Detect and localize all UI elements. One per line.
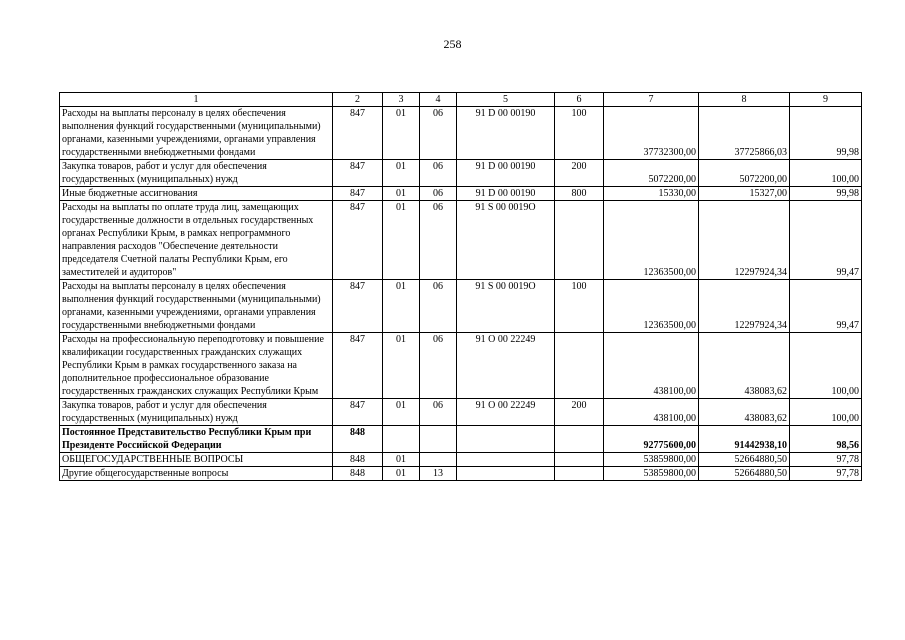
table-body bbox=[60, 107, 862, 481]
table-row bbox=[60, 280, 862, 333]
plan-amount-cell: 53859800,00 bbox=[604, 453, 699, 467]
actual-amount-cell: 5072200,00 bbox=[699, 160, 790, 187]
percent-cell: 99,98 bbox=[790, 107, 862, 160]
table-row bbox=[60, 201, 862, 280]
description-cell: Иные бюджетные ассигнования bbox=[60, 187, 333, 201]
table-row bbox=[60, 426, 862, 453]
actual-amount-cell: 438083,62 bbox=[699, 399, 790, 426]
ministry-code-cell: 847 bbox=[333, 333, 383, 399]
subsection-cell: 06 bbox=[420, 187, 457, 201]
header-cell: 2 bbox=[333, 93, 383, 107]
expense-type-cell: 200 bbox=[555, 399, 604, 426]
ministry-code-cell: 847 bbox=[333, 399, 383, 426]
target-article-cell: 91 D 00 00190 bbox=[457, 160, 555, 187]
header-cell: 7 bbox=[604, 93, 699, 107]
description-cell: Закупка товаров, работ и услуг для обеспечения государственных (муниципальных) нужд bbox=[60, 160, 333, 187]
ministry-code-cell: 848 bbox=[333, 426, 383, 453]
subsection-cell bbox=[420, 453, 457, 467]
description-cell: Расходы на выплаты персоналу в целях обеспечения выполнения функций государственными (муниципальными) органами, казенными учреждениями, органами управления государственными внебюджетными фондами bbox=[60, 107, 333, 160]
target-article-cell: 91 D 00 00190 bbox=[457, 107, 555, 160]
expense-type-cell: 100 bbox=[555, 280, 604, 333]
subsection-cell: 06 bbox=[420, 107, 457, 160]
percent-cell: 99,98 bbox=[790, 187, 862, 201]
plan-amount-cell: 5072200,00 bbox=[604, 160, 699, 187]
target-article-cell bbox=[457, 467, 555, 481]
table-row bbox=[60, 467, 862, 481]
actual-amount-cell: 52664880,50 bbox=[699, 453, 790, 467]
table-row bbox=[60, 399, 862, 426]
section-cell: 01 bbox=[383, 453, 420, 467]
percent-cell: 100,00 bbox=[790, 160, 862, 187]
description-cell: Расходы на выплаты персоналу в целях обеспечения выполнения функций государственными (муниципальными) органами, казенными учреждениями, органами управления государственными внебюджетными фондами bbox=[60, 280, 333, 333]
actual-amount-cell: 12297924,34 bbox=[699, 201, 790, 280]
target-article-cell: 91 О 00 22249 bbox=[457, 333, 555, 399]
target-article-cell: 91 О 00 22249 bbox=[457, 399, 555, 426]
percent-cell: 99,47 bbox=[790, 201, 862, 280]
subsection-cell: 06 bbox=[420, 399, 457, 426]
target-article-cell: 91 D 00 00190 bbox=[457, 187, 555, 201]
expense-type-cell bbox=[555, 467, 604, 481]
percent-cell: 97,78 bbox=[790, 453, 862, 467]
percent-cell: 98,56 bbox=[790, 426, 862, 453]
actual-amount-cell: 438083,62 bbox=[699, 333, 790, 399]
ministry-code-cell: 847 bbox=[333, 107, 383, 160]
ministry-code-cell: 848 bbox=[333, 453, 383, 467]
actual-amount-cell: 52664880,50 bbox=[699, 467, 790, 481]
description-cell: ОБЩЕГОСУДАРСТВЕННЫЕ ВОПРОСЫ bbox=[60, 453, 333, 467]
header-cell: 5 bbox=[457, 93, 555, 107]
target-article-cell bbox=[457, 453, 555, 467]
plan-amount-cell: 12363500,00 bbox=[604, 280, 699, 333]
header-cell: 6 bbox=[555, 93, 604, 107]
plan-amount-cell: 15330,00 bbox=[604, 187, 699, 201]
target-article-cell bbox=[457, 426, 555, 453]
percent-cell: 99,47 bbox=[790, 280, 862, 333]
section-cell: 01 bbox=[383, 399, 420, 426]
section-cell: 01 bbox=[383, 187, 420, 201]
table-row bbox=[60, 107, 862, 160]
plan-amount-cell: 37732300,00 bbox=[604, 107, 699, 160]
ministry-code-cell: 848 bbox=[333, 467, 383, 481]
actual-amount-cell: 91442938,10 bbox=[699, 426, 790, 453]
section-cell: 01 bbox=[383, 201, 420, 280]
header-row bbox=[60, 93, 862, 107]
ministry-code-cell: 847 bbox=[333, 160, 383, 187]
table-row bbox=[60, 187, 862, 201]
description-cell: Закупка товаров, работ и услуг для обеспечения государственных (муниципальных) нужд bbox=[60, 399, 333, 426]
actual-amount-cell: 37725866,03 bbox=[699, 107, 790, 160]
percent-cell: 97,78 bbox=[790, 467, 862, 481]
subsection-cell: 13 bbox=[420, 467, 457, 481]
section-cell: 01 bbox=[383, 333, 420, 399]
header-cell: 3 bbox=[383, 93, 420, 107]
expense-type-cell bbox=[555, 333, 604, 399]
section-cell bbox=[383, 426, 420, 453]
description-cell: Другие общегосударственные вопросы bbox=[60, 467, 333, 481]
plan-amount-cell: 53859800,00 bbox=[604, 467, 699, 481]
ministry-code-cell: 847 bbox=[333, 201, 383, 280]
page-number: 258 bbox=[443, 37, 462, 51]
section-cell: 01 bbox=[383, 107, 420, 160]
header-cell: 4 bbox=[420, 93, 457, 107]
plan-amount-cell: 12363500,00 bbox=[604, 201, 699, 280]
description-cell: Постоянное Представительство Республики Крым при Президенте Российской Федерации bbox=[60, 426, 333, 453]
expense-type-cell bbox=[555, 426, 604, 453]
plan-amount-cell: 438100,00 bbox=[604, 333, 699, 399]
subsection-cell: 06 bbox=[420, 201, 457, 280]
table-row bbox=[60, 453, 862, 467]
description-cell: Расходы на профессиональную переподготовку и повышение квалификации государственных гражданских служащих Республики Крым в рамках государственного заказа на дополнительное профессиональное образование государственных гражданских служащих Республики Крым bbox=[60, 333, 333, 399]
actual-amount-cell: 12297924,34 bbox=[699, 280, 790, 333]
subsection-cell: 06 bbox=[420, 160, 457, 187]
subsection-cell: 06 bbox=[420, 333, 457, 399]
table-row bbox=[60, 333, 862, 399]
actual-amount-cell: 15327,00 bbox=[699, 187, 790, 201]
section-cell: 01 bbox=[383, 467, 420, 481]
percent-cell: 100,00 bbox=[790, 399, 862, 426]
subsection-cell: 06 bbox=[420, 280, 457, 333]
ministry-code-cell: 847 bbox=[333, 187, 383, 201]
header-cell: 1 bbox=[60, 93, 333, 107]
plan-amount-cell: 438100,00 bbox=[604, 399, 699, 426]
expense-type-cell: 200 bbox=[555, 160, 604, 187]
expense-type-cell bbox=[555, 453, 604, 467]
ministry-code-cell: 847 bbox=[333, 280, 383, 333]
table-header bbox=[60, 93, 862, 107]
subsection-cell bbox=[420, 426, 457, 453]
section-cell: 01 bbox=[383, 160, 420, 187]
target-article-cell: 91 S 00 0019О bbox=[457, 201, 555, 280]
header-cell: 9 bbox=[790, 93, 862, 107]
table-row bbox=[60, 160, 862, 187]
budget-table bbox=[59, 92, 862, 481]
expense-type-cell: 800 bbox=[555, 187, 604, 201]
target-article-cell: 91 S 00 0019О bbox=[457, 280, 555, 333]
plan-amount-cell: 92775600,00 bbox=[604, 426, 699, 453]
percent-cell: 100,00 bbox=[790, 333, 862, 399]
expense-type-cell bbox=[555, 201, 604, 280]
section-cell: 01 bbox=[383, 280, 420, 333]
expense-type-cell: 100 bbox=[555, 107, 604, 160]
header-cell: 8 bbox=[699, 93, 790, 107]
description-cell: Расходы на выплаты по оплате труда лиц, замещающих государственные должности в отдельных государственных органах Республики Крым, в рамках непрограммного направления расходов "Обеспечение деятельности председателя Счетной палаты Республики Крым, его заместителей и аудиторов" bbox=[60, 201, 333, 280]
